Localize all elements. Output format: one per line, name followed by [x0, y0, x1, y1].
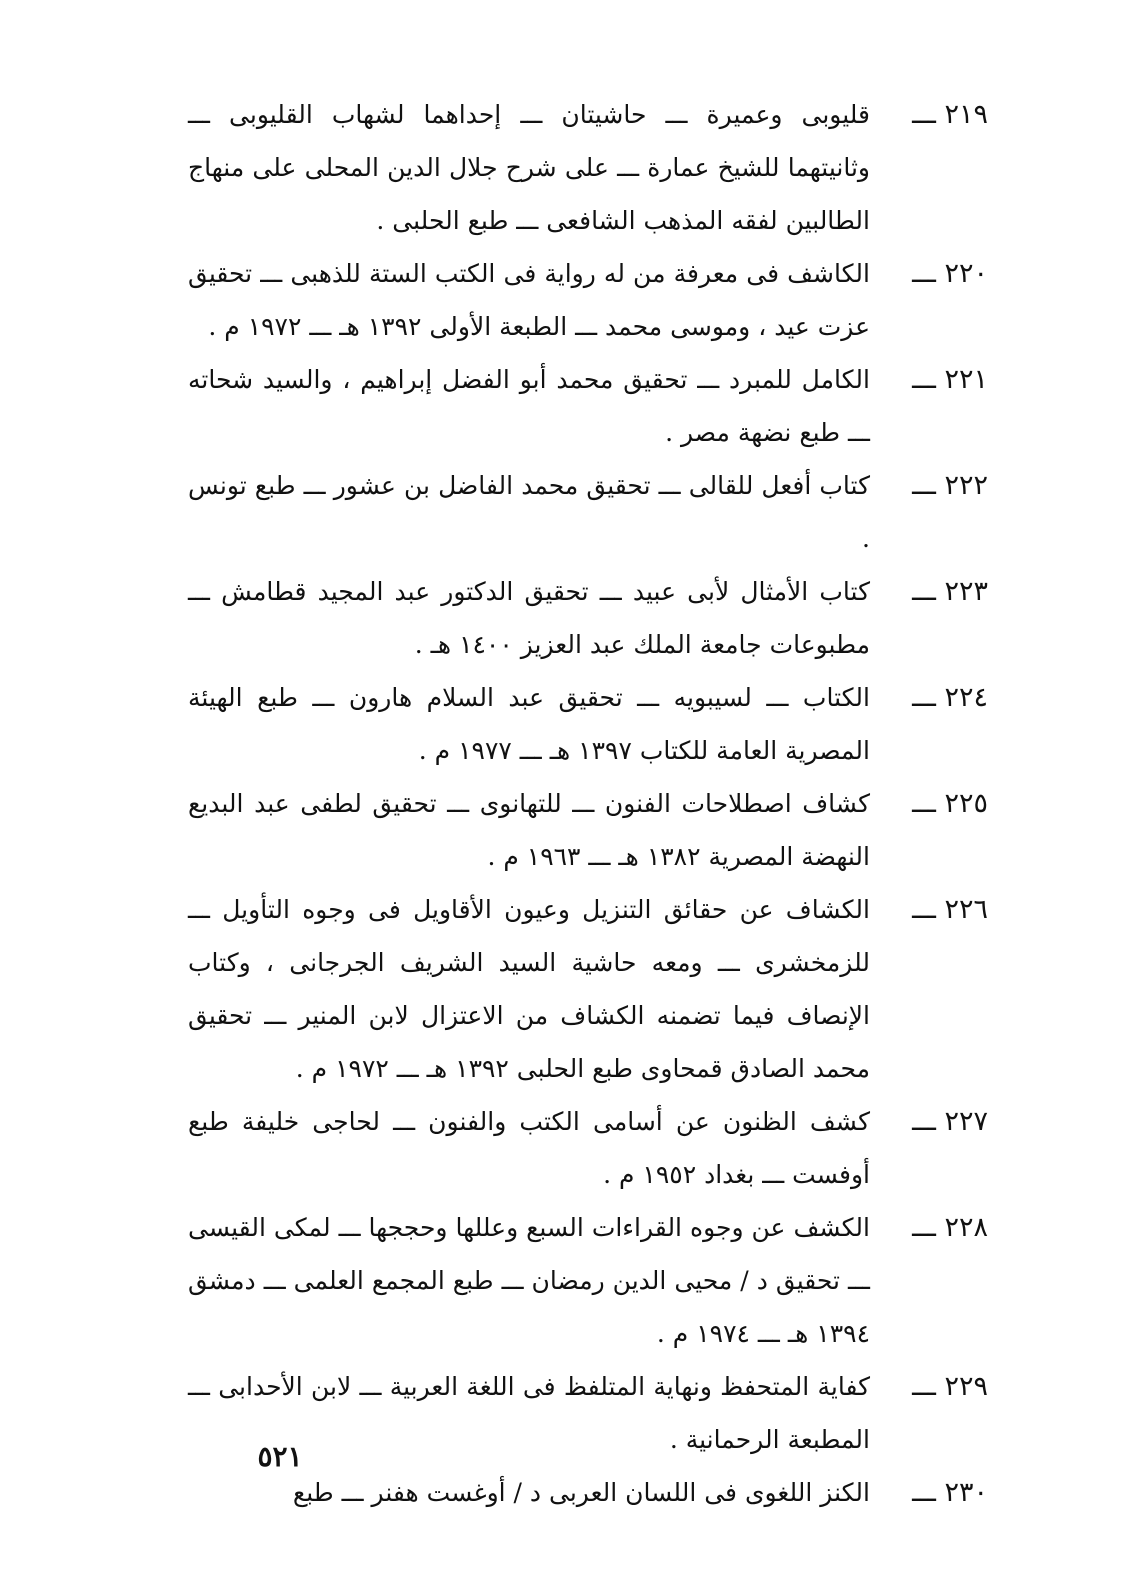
entry-text: الكامل للمبرد ـــ تحقيق محمد أبو الفضل إبراهيم ، والسيد شحاته ـــ طبع نضهة مصر . — [188, 365, 870, 447]
bibliography-entry — [188, 1201, 988, 1360]
entry-text: كفاية المتحفظ ونهاية المتلفظ فى اللغة العربية ـــ لابن الأحدابى ـــ المطبعة الرحمانية . — [188, 1372, 870, 1454]
bibliography-entry — [188, 353, 988, 459]
entry-number: ٢٢٣ ـــ — [912, 576, 988, 607]
entry-number: ٢٢٩ ـــ — [912, 1371, 988, 1402]
bibliography-entry — [188, 88, 988, 247]
entry-text: الكشف عن وجوه القراءات السبع وعللها وحججها ـــ لمكى القيسى ـــ تحقيق د / محيى الدين رمضان ـــ طبع المجمع العلمى ـــ دمشق ١٣٩٤ هـ ـــ ١٩٧٤ م . — [188, 1213, 870, 1348]
entry-number: ٢٢٢ ـــ — [912, 470, 988, 501]
bibliography-entry — [188, 565, 988, 671]
bibliography-entry — [188, 883, 988, 1095]
entry-number: ٢٣٠ ـــ — [912, 1477, 988, 1508]
bibliography-entry — [188, 777, 988, 883]
entry-number: ٢٢٧ ـــ — [912, 1106, 988, 1137]
entry-text: كشاف اصطلاحات الفنون ـــ للتهانوى ـــ تحقيق لطفى عبد البديع النهضة المصرية ١٣٨٢ هـ ـــ ١٩٦٣ م . — [188, 789, 870, 871]
entry-text: الكاشف فى معرفة من له رواية فى الكتب الستة للذهبى ـــ تحقيق عزت عيد ، وموسى محمد ـــ الطبعة الأولى ١٣٩٢ هـ ـــ ١٩٧٢ م . — [188, 259, 870, 341]
entry-text: كتاب الأمثال لأبى عبيد ـــ تحقيق الدكتور عبد المجيد قطامش ـــ مطبوعات جامعة الملك عبد العزيز ١٤٠٠ هـ . — [188, 577, 870, 659]
entry-number: ٢٢٦ ـــ — [912, 894, 988, 925]
bibliography-list — [188, 88, 988, 1519]
entry-number: ٢٢٠ ـــ — [912, 258, 988, 289]
entry-number: ٢٢٥ ـــ — [912, 788, 988, 819]
entry-number: ٢٢٤ ـــ — [912, 682, 988, 713]
entry-number: ٢٢٨ ـــ — [912, 1212, 988, 1243]
entry-text: كتاب أفعل للقالى ـــ تحقيق محمد الفاضل بن عشور ـــ طبع تونس . — [188, 471, 870, 553]
bibliography-entry — [188, 1095, 988, 1201]
entry-text: الكنز اللغوى فى اللسان العربى د / أوغست هفنر ـــ طبع — [292, 1478, 870, 1507]
entry-text: الكشاف عن حقائق التنزيل وعيون الأقاويل فى وجوه التأويل ـــ للزمخشرى ـــ ومعه حاشية السيد الشريف الجرجانى ، وكتاب الإنصاف فيما تضمنه الكشاف من الاعتزال لابن المنير ـــ تحقيق محمد الصادق قمحاوى طبع الحلبى ١٣٩٢ هـ ـــ ١٩٧٢ م . — [188, 895, 870, 1083]
bibliography-entry — [188, 1466, 988, 1519]
entry-text: كشف الظنون عن أسامى الكتب والفنون ـــ لحاجى خليفة طبع أوفست ـــ بغداد ١٩٥٢ م . — [188, 1107, 870, 1189]
page-number: ٥٢١ — [257, 1440, 303, 1473]
entry-text: قليوبى وعميرة ـــ حاشيتان ـــ إحداهما لشهاب القليوبى ـــ وثانيتهما للشيخ عمارة ـــ على شرح جلال الدين المحلى على منهاج الطالبين لفقه المذهب الشافعى ـــ طبع الحلبى . — [188, 100, 870, 235]
entry-number: ٢٢١ ـــ — [912, 364, 988, 395]
entry-text: الكتاب ـــ لسيبويه ـــ تحقيق عبد السلام هارون ـــ طبع الهيئة المصرية العامة للكتاب ١٣٩٧ هـ ـــ ١٩٧٧ م . — [188, 683, 870, 765]
bibliography-entry — [188, 459, 988, 565]
entry-number: ٢١٩ ـــ — [912, 99, 988, 130]
bibliography-entry — [188, 671, 988, 777]
bibliography-entry — [188, 247, 988, 353]
